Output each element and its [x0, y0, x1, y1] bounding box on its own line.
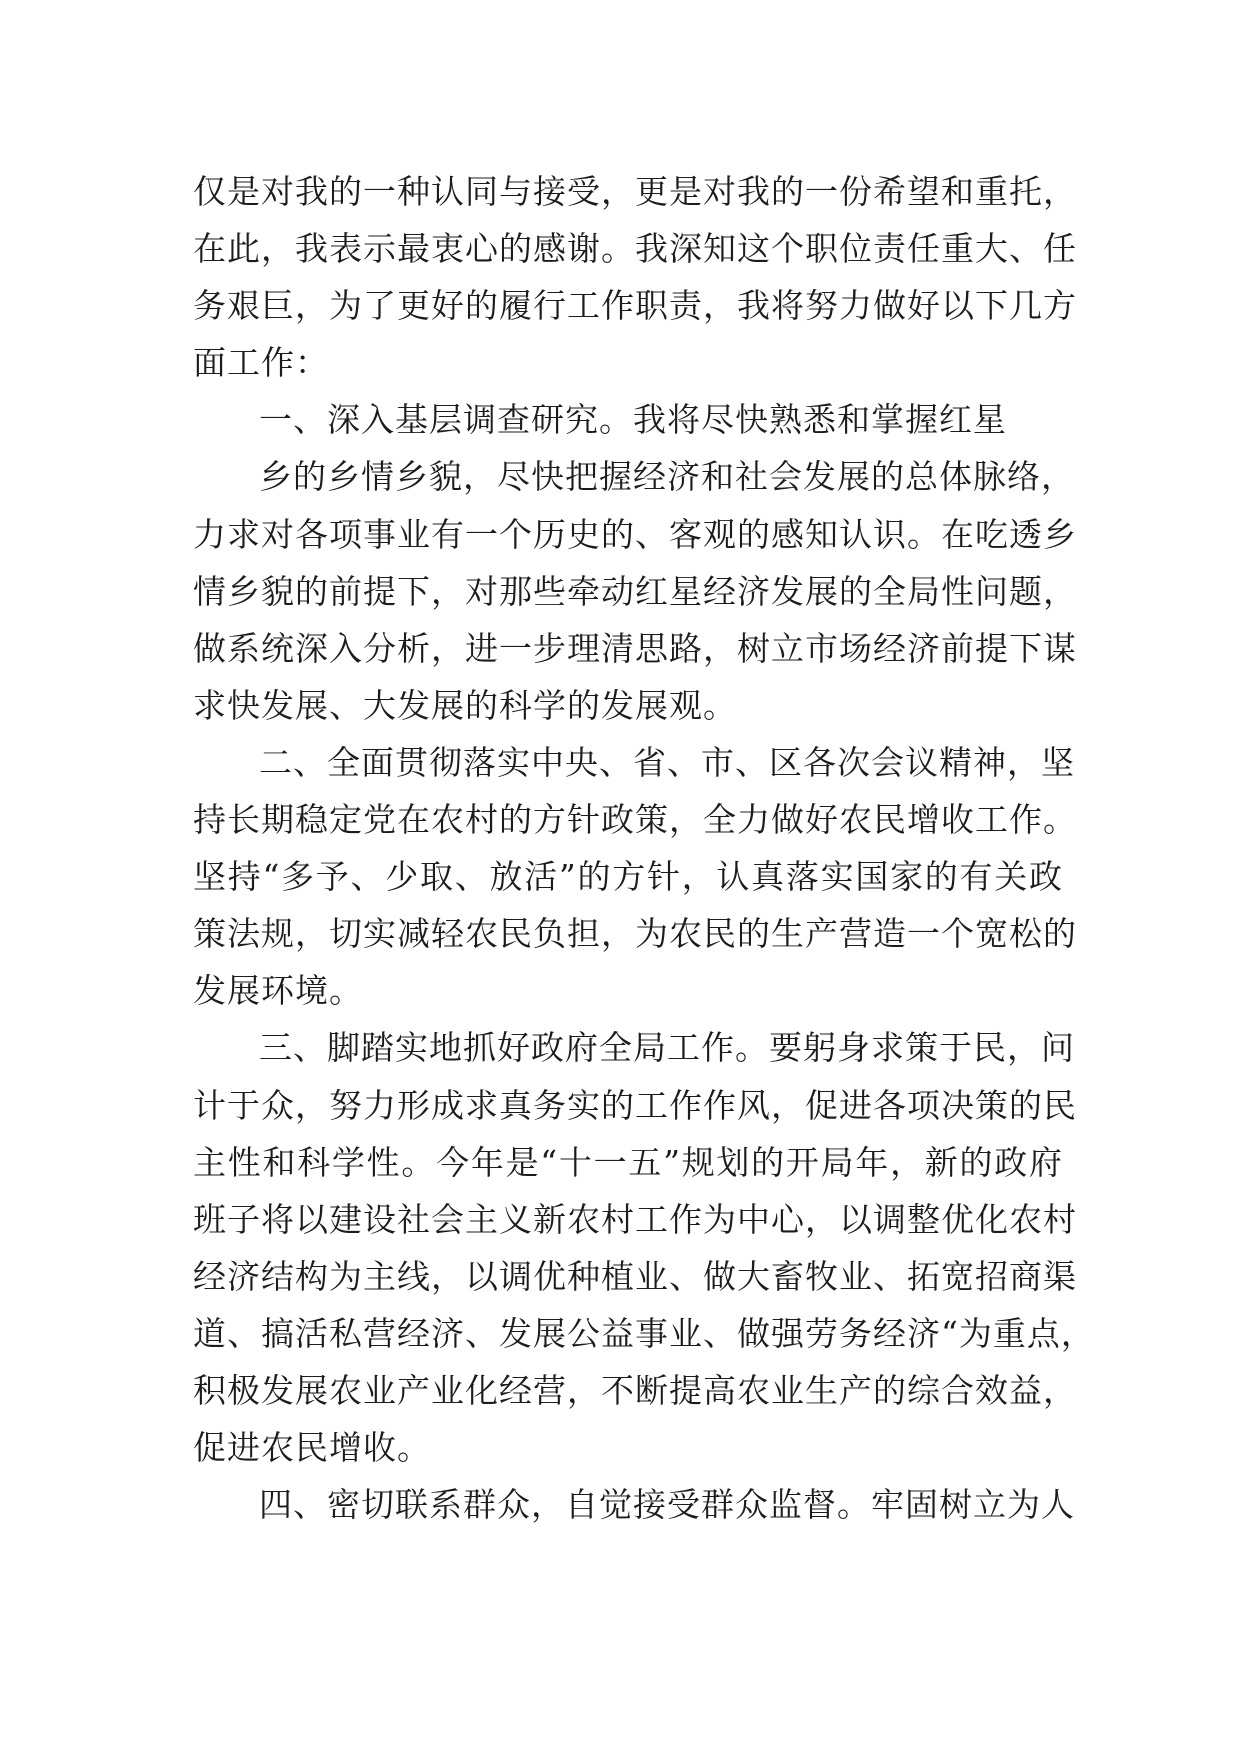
- text-line: 求快发展、大发展的科学的发展观。: [193, 685, 737, 725]
- text-line: 四、密切联系群众，自觉接受群众监督。牢固树立为人: [259, 1485, 1075, 1525]
- text-line: 仅是对我的一种认同与接受，更是对我的一份希望和重托，: [193, 172, 1077, 211]
- text-line: 二、全面贯彻落实中央、省、市、区各次会议精神，坚: [259, 742, 1075, 782]
- text-line: 主性和科学性。今年是“十一五”规划的开局年，新的政府: [193, 1142, 1063, 1182]
- text-line: 计于众，努力形成求真务实的工作作风，促进各项决策的民: [193, 1085, 1077, 1125]
- text-line: 乡的乡情乡貌，尽快把握经济和社会发展的总体脉络，: [259, 457, 1075, 497]
- document-body: [193, 163, 1095, 1533]
- text-line: 坚持“多予、少取、放活”的方针，认真落实国家的有关政: [193, 857, 1063, 897]
- text-line: 三、脚踏实地抓好政府全局工作。要躬身求策于民，问: [259, 1028, 1075, 1068]
- text-line: 持长期稳定党在农村的方针政策，全力做好农民增收工作。: [193, 800, 1077, 840]
- text-line: 经济结构为主线，以调优种植业、做大畜牧业、拓宽招商渠: [193, 1256, 1077, 1296]
- text-line: 策法规，切实减轻农民负担，为农民的生产营造一个宽松的: [193, 914, 1077, 954]
- text-line: 力求对各项事业有一个历史的、客观的感知认识。在吃透乡: [193, 514, 1077, 554]
- text-line: 道、搞活私营经济、发展公益事业、做强劳务经济“为重点，: [193, 1313, 1095, 1353]
- text-line: 促进农民增收。: [193, 1428, 431, 1468]
- text-line: 务艰巨，为了更好的履行工作职责，我将努力做好以下几方: [193, 286, 1077, 326]
- text-line: 在此，我表示最衷心的感谢。我深知这个职位责任重大、任: [193, 229, 1077, 269]
- text-line: 发展环境。: [193, 971, 363, 1011]
- text-line: 一、深入基层调查研究。我将尽快熟悉和掌握红星: [259, 400, 1007, 440]
- text-line: 积极发展农业产业化经营，不断提高农业生产的综合效益，: [193, 1370, 1077, 1410]
- text-line: 班子将以建设社会主义新农村工作为中心，以调整优化农村: [193, 1199, 1077, 1239]
- text-line: 情乡貌的前提下，对那些牵动红星经济发展的全局性问题，: [193, 571, 1077, 611]
- text-line: 做系统深入分析，进一步理清思路，树立市场经济前提下谋: [193, 628, 1077, 668]
- text-line: 面工作：: [193, 343, 329, 383]
